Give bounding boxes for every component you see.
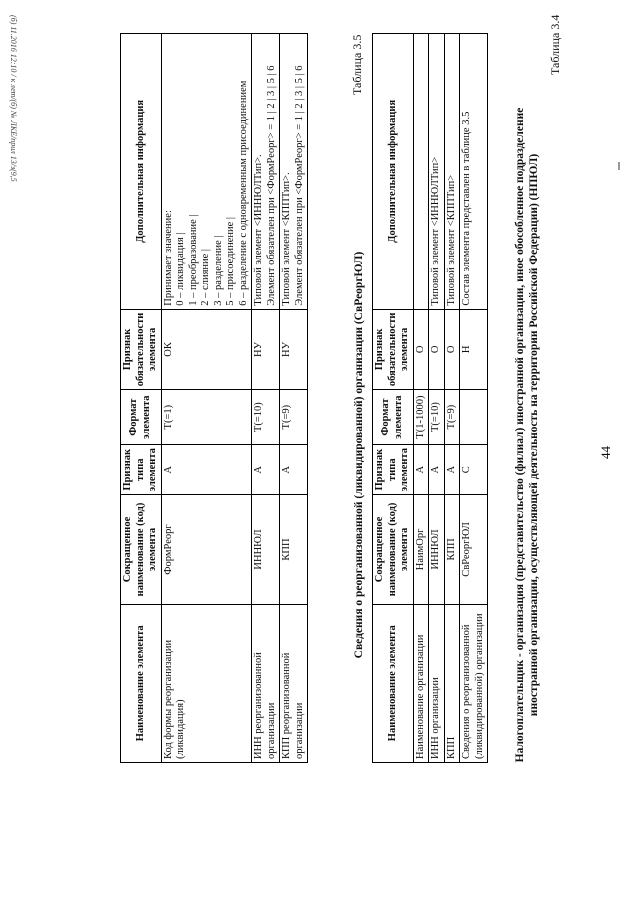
column-header: Признак обязательности элемента — [121, 309, 162, 390]
table-cell: О — [429, 309, 445, 390]
table-row — [460, 34, 488, 763]
table-cell: А — [161, 445, 252, 495]
table-cell: НУ — [280, 309, 308, 390]
column-header: Признак типа элемента — [373, 445, 414, 495]
table-cell: Состав элемента представлен в таблице 3.5 — [460, 34, 488, 310]
column-header: Дополнительная информация — [121, 34, 162, 310]
table-cell: А — [252, 445, 280, 495]
table-header-row — [121, 34, 162, 763]
table-3-5-caption: Таблица 3.5 — [350, 34, 364, 95]
table-cell — [460, 390, 488, 445]
table-cell: Т(1-1000) — [413, 390, 429, 445]
table-cell: Сведения о реорганизованной (ликвидированной) организации — [460, 604, 488, 762]
table-3-4-caption: Таблица 3.4 — [548, 14, 562, 75]
table-header-row — [373, 34, 414, 763]
table-cell: Типовой элемент <КППТип> — [444, 34, 460, 310]
table-cell: Т(=9) — [444, 390, 460, 445]
table-row — [280, 34, 308, 763]
table-cell: Код формы реорганизации (ликвидация) — [161, 604, 252, 762]
column-header: Наименование элемента — [373, 604, 414, 762]
table-cell: Т(=10) — [429, 390, 445, 445]
table-cell: Н — [460, 309, 488, 390]
table-cell: С — [460, 445, 488, 495]
column-header: Формат элемента — [373, 390, 414, 445]
table-cell: КПП — [444, 495, 460, 604]
column-header: Дополнительная информация — [373, 34, 414, 310]
table-3-5 — [120, 33, 308, 763]
column-header: Признак типа элемента — [121, 445, 162, 495]
table-3-4 — [372, 33, 488, 763]
margin-stamp-note: (б) 11.2016 12:10 / к лет/(б) № ЛКЕ/прил 13/з(9,5 — [9, 15, 18, 182]
table-3-4-title: Налогоплательщик - организация (представительство (филиал) иностранной организации, иное обособленное подразделение иностранной организации, осуществляющей деятельность на территории Российской Федерации) (НПЮЛ) — [514, 107, 540, 763]
page-number: 44 — [598, 446, 613, 459]
column-header: Признак обязательности элемента — [373, 309, 414, 390]
table-cell: КПП — [444, 604, 460, 762]
table-cell: ИНН организации — [429, 604, 445, 762]
table-cell: НаимОрг — [413, 495, 429, 604]
table-cell: Т(=1) — [161, 390, 252, 445]
column-header: Формат элемента — [121, 390, 162, 445]
table-cell: ОК — [161, 309, 252, 390]
table-cell: О — [413, 309, 429, 390]
column-header: Сокращенное наименование (код) элемента — [373, 495, 414, 604]
table-cell: СвРеоргЮЛ — [460, 495, 488, 604]
table-cell: ФормРеорг — [161, 495, 252, 604]
table-cell: ИННЮЛ — [429, 495, 445, 604]
table-cell: Типовой элемент <КППТип>. Элемент обязателен при <ФормРеорг> = 1 | 2 | 3 | 5 | 6 — [280, 34, 308, 310]
table-cell: А — [444, 445, 460, 495]
table-row — [252, 34, 280, 763]
table-row — [161, 34, 252, 763]
table-cell: Принимает значение: 0 – ликвидация | 1 – преобразование | 2 – слияние | 3 – разделение | 5 – присоединение | 6 – разделение с одновременным присоединением — [161, 34, 252, 310]
table-cell: КПП — [280, 495, 308, 604]
table-cell: Т(=10) — [252, 390, 280, 445]
column-header: Сокращенное наименование (код) элемента — [121, 495, 162, 604]
table-cell: Типовой элемент <ИННЮЛТип>. Элемент обязателен при <ФормРеорг> = 1 | 2 | 3 | 5 | 6 — [252, 34, 280, 310]
scan-mark — [618, 162, 620, 170]
table-cell: А — [413, 445, 429, 495]
table-row — [429, 34, 445, 763]
table-3-5-title: Сведения о реорганизованной (ликвидированной) организации (СвРеоргЮЛ) — [353, 251, 365, 659]
table-cell: Т(=9) — [280, 390, 308, 445]
table-cell: А — [280, 445, 308, 495]
table-cell: О — [444, 309, 460, 390]
table-cell: ИНН реорганизованной организации — [252, 604, 280, 762]
table-cell: ИННЮЛ — [252, 495, 280, 604]
table-cell: Типовой элемент <ИННЮЛТип> — [429, 34, 445, 310]
table-cell — [413, 34, 429, 310]
table-row — [413, 34, 429, 763]
table-cell: Наименование организации — [413, 604, 429, 762]
table-row — [444, 34, 460, 763]
table-cell: НУ — [252, 309, 280, 390]
column-header: Наименование элемента — [121, 604, 162, 762]
table-cell: А — [429, 445, 445, 495]
table-cell: КПП реорганизованной организации — [280, 604, 308, 762]
